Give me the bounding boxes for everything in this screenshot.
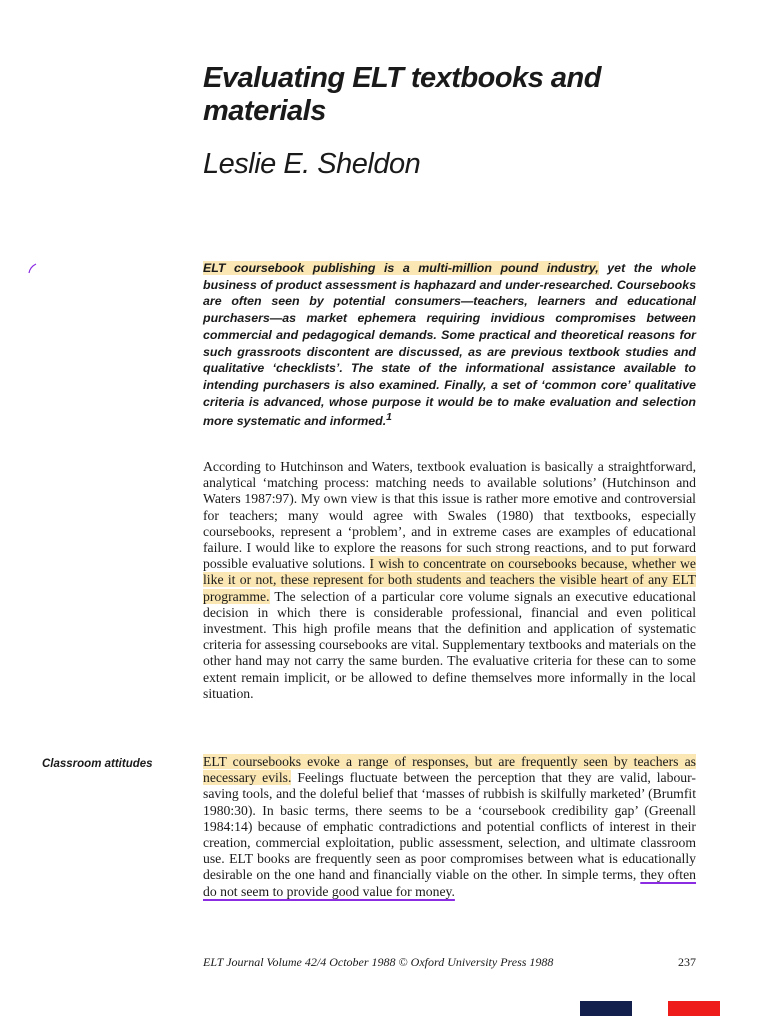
body-paragraph-2 <box>203 754 696 900</box>
navy-color-block <box>580 1001 632 1016</box>
abstract-text: yet the whole business of product assessment is haphazard and under-researched. Coursebooks are often seen by potential consumers—teachers, learners and educational purchasers—as market ephemera requiring invidious compromises between commercial and pedagogical demands. Some practical and theoretical reasons for such grassroots discontent are discussed, as are previous textbook studies and qualitative ‘checklists’. The state of the informational assistance available to intending purchasers is also examined. Finally, a set of ‘common core’ qualitative criteria is advanced, whose purpose it would be to make evaluation and selection more systematic and informed. <box>203 261 696 429</box>
page-footer <box>203 955 696 970</box>
paragraph-text: The selection of a particular core volume signals an executive educational decision in which there is considerable professional, financial and even political investment. This high profile means that the definition and application of systematic criteria for assessing coursebooks are vital. Supplementary textbooks and materials on the other hand may not carry the same burden. The evaluative criteria for these can to some extent remain implicit, or be allowed to define themselves more informally in the local situation. <box>203 588 696 701</box>
margin-pen-mark <box>28 262 38 274</box>
paragraph-text: Feelings fluctuate between the perception that they are valid, labour-saving tools, and the doleful belief that ‘masses of rubbish is skilfully marketed’ (Brumfit 1980:30). In basic terms, there seems to be a ‘coursebook credibility gap’ (Greenall 1984:14) because of emphatic contradictions and potential conflicts of interest in their creation, commercial exploitation, public assessment, selection, and ultimate classroom use. ELT books are frequently seen as poor compromises between what is educationally desirable on the one hand and financially viable on the other. In simple terms, <box>203 770 696 883</box>
paragraph-highlight: I wish to concentrate on coursebooks because, whether we like it or not, these represent for both students and teachers the visible heart of any ELT programme. <box>203 556 696 604</box>
page-number: 237 <box>678 955 696 969</box>
body-paragraph-1 <box>203 459 696 702</box>
paragraph-text: According to Hutchinson and Waters, textbook evaluation is basically a straightforward, analytical ‘matching process: matching needs to available solutions’ (Hutchinson and Waters 1987:97). My own view is that this issue is rather more emotive and controversial for teachers; many would agree with Swales (1980) that textbooks, especially coursebooks, represent a ‘problem’, and in extreme cases are examples of educational failure. I would like to explore the reasons for such strong reactions, and to put forward possible evaluative solutions. <box>203 459 696 572</box>
author-name: Leslie E. Sheldon <box>203 148 421 180</box>
underlined-text: they often do not seem to provide good value for money. <box>203 867 697 899</box>
red-color-block <box>668 1001 720 1016</box>
article-title: Evaluating ELT textbooks and materials <box>203 62 601 127</box>
abstract <box>203 260 696 430</box>
abstract-highlight: ELT coursebook publishing is a multi-million pound industry, <box>203 261 599 275</box>
section-side-heading: Classroom attitudes <box>42 758 153 770</box>
journal-citation: ELT Journal Volume 42/4 October 1988 © Oxford University Press 1988 <box>203 955 554 969</box>
footnote-ref: 1 <box>386 412 392 424</box>
paragraph-highlight: ELT coursebooks evoke a range of responses, but are frequently seen by teachers as necessary evils. <box>203 754 696 786</box>
